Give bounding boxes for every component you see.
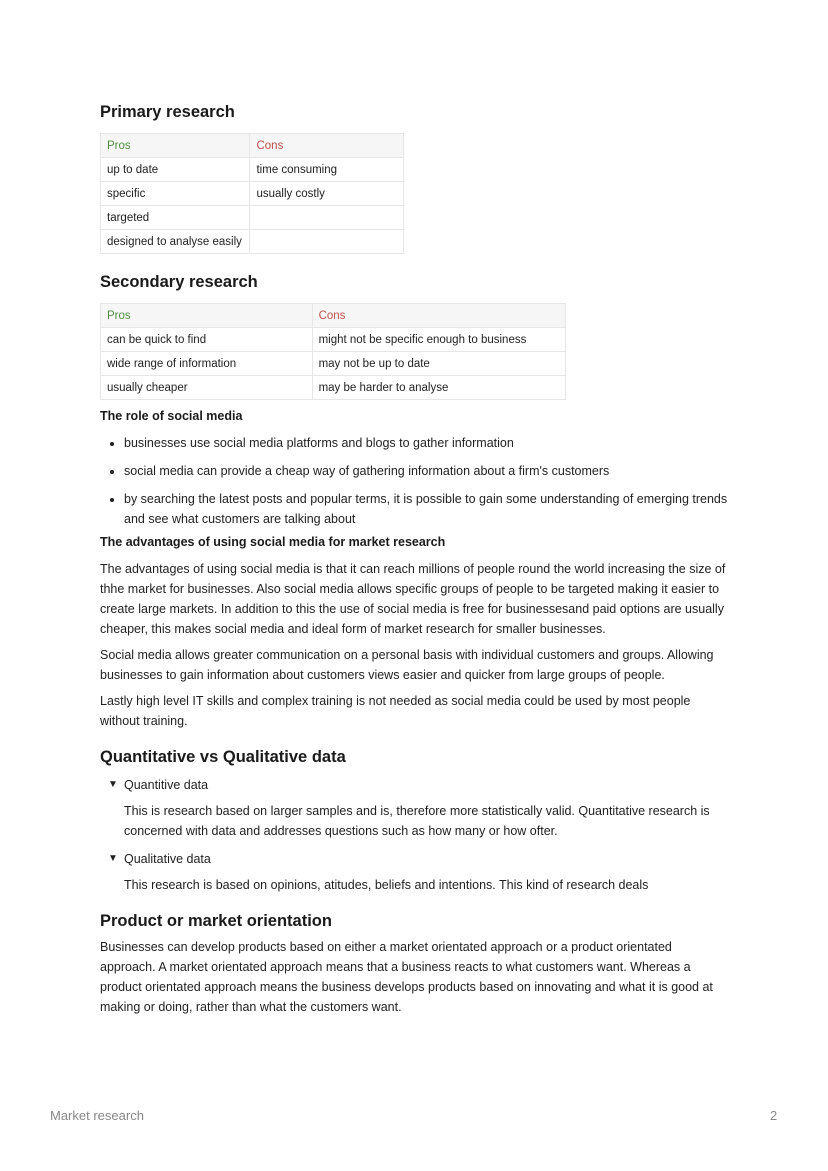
table-row <box>101 158 404 182</box>
table-cell: can be quick to find <box>101 328 313 352</box>
triangle-down-icon: ▼ <box>108 779 118 790</box>
table-cell: wide range of information <box>101 352 313 376</box>
primary-research-heading: Primary research <box>100 103 235 121</box>
table-row <box>101 230 404 254</box>
orientation-paragraph: Businesses can develop products based on either a market orientated approach or a product orientated approach. A market orientated approach means that a business reacts to what customers want. Whereas a product orientated approach means the business develops products based on innovating and what it is good at making or doing, rather than what the customers want. <box>100 940 713 1014</box>
qualitative-toggle[interactable] <box>108 849 730 869</box>
advantages-paragraph: The advantages of using social media is that it can reach millions of people round the world increasing the size of thhe market for businesses. Also social media allows specific groups of people to be targeted making it easier to create large markets. In addition to this the use of social media is free for businessesand paid options are usually cheaper, this makes social media and ideal form of market research for smaller businesses. <box>100 562 726 636</box>
orientation-heading: Product or market orientation <box>100 912 332 930</box>
list-item: • businesses use social media platforms and blogs to gather information <box>124 433 730 453</box>
toggle-body: This research is based on opinions, atitudes, beliefs and intentions. This kind of research deals <box>124 878 649 892</box>
table-header-row <box>101 134 404 158</box>
table-cell: up to date <box>101 158 250 182</box>
triangle-down-icon: ▼ <box>108 853 118 864</box>
table-cell: time consuming <box>250 158 404 182</box>
list-item: • social media can provide a cheap way of gathering information about a firm's customers <box>124 461 730 481</box>
table-row <box>101 376 566 400</box>
advantages-heading: The advantages of using social media for market research <box>100 535 446 549</box>
social-media-list <box>100 433 730 529</box>
toggle-body: This is research based on larger samples and is, therefore more statistically valid. Quantitative research is concerned with data and addresses questions such as how many or how ofter. <box>124 804 710 838</box>
table-cell <box>250 206 404 230</box>
toggle-title: Quantitive data <box>124 778 209 792</box>
table-cell: targeted <box>101 206 250 230</box>
table-cell: usually cheaper <box>101 376 313 400</box>
secondary-research-heading: Secondary research <box>100 273 258 291</box>
cons-header: Cons <box>250 134 404 158</box>
quant-qual-heading: Quantitative vs Qualitative data <box>100 748 346 766</box>
table-cell: may be harder to analyse <box>312 376 565 400</box>
table-row <box>101 182 404 206</box>
social-media-heading: The role of social media <box>100 409 243 423</box>
toggle-title: Qualitative data <box>124 852 211 866</box>
table-row <box>101 328 566 352</box>
table-cell: specific <box>101 182 250 206</box>
primary-research-table <box>100 133 404 254</box>
footer-title: Market research <box>50 1108 144 1123</box>
table-cell: designed to analyse easily <box>101 230 250 254</box>
table-cell <box>250 230 404 254</box>
pros-header: Pros <box>101 134 250 158</box>
secondary-research-table <box>100 303 566 400</box>
pros-header: Pros <box>101 304 313 328</box>
list-item: • by searching the latest posts and popular terms, it is possible to gain some understanding of emerging trends and see what customers are talking about <box>124 489 730 529</box>
advantages-paragraph: Lastly high level IT skills and complex training is not needed as social media could be used by most people without training. <box>100 694 691 728</box>
table-row <box>101 206 404 230</box>
advantages-paragraph: Social media allows greater communication on a personal basis with individual customers and groups. Allowing businesses to gain information about customers views easier and quicker from large groups of people. <box>100 648 714 682</box>
document-body <box>100 98 730 1017</box>
table-cell: might not be specific enough to business <box>312 328 565 352</box>
table-header-row <box>101 304 566 328</box>
table-cell: may not be up to date <box>312 352 565 376</box>
table-row <box>101 352 566 376</box>
quantitive-toggle[interactable] <box>108 775 730 795</box>
cons-header: Cons <box>312 304 565 328</box>
page-number: 2 <box>770 1108 778 1123</box>
table-cell: usually costly <box>250 182 404 206</box>
